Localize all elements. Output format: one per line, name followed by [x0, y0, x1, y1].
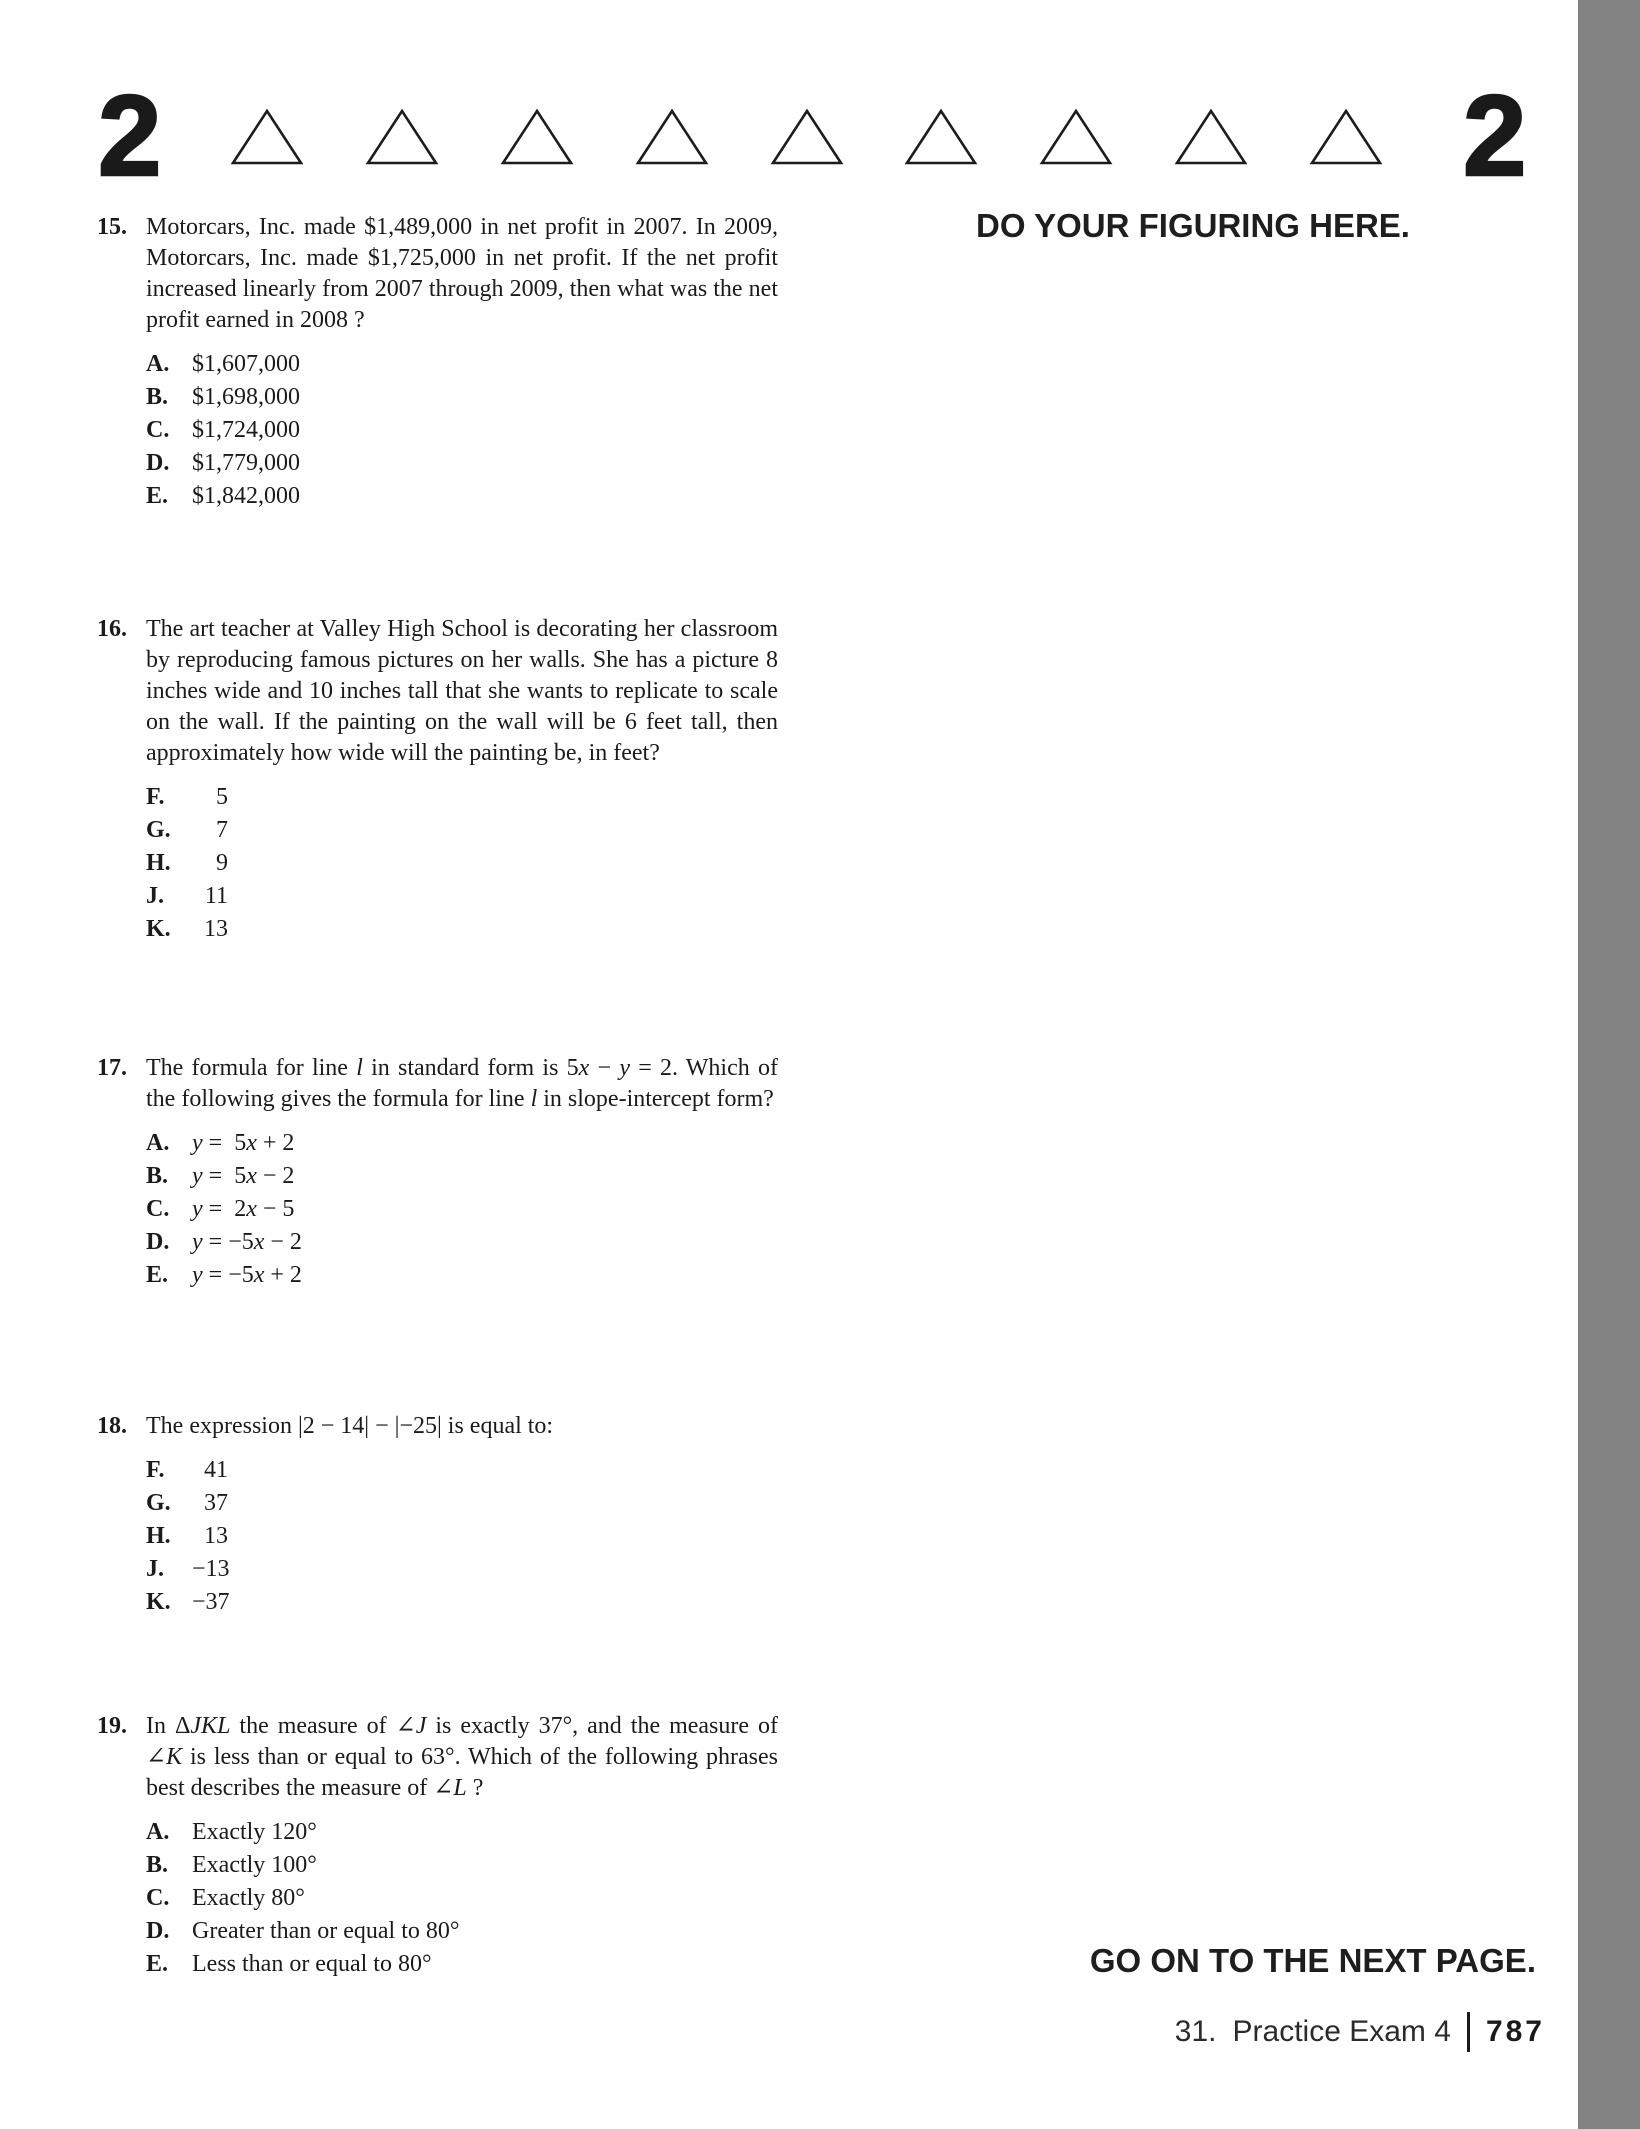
option-value: Exactly 100°	[192, 1852, 317, 1878]
option-value: 7	[216, 817, 228, 843]
answer-option	[146, 381, 778, 414]
option-value: Exactly 80°	[192, 1885, 305, 1911]
figuring-heading: DO YOUR FIGURING HERE.	[976, 207, 1410, 244]
question-body: The expression |2 − 14| − |−25| is equal to:	[146, 1413, 554, 1439]
option-letter: B.	[146, 1163, 169, 1189]
option-letter: B.	[146, 384, 169, 410]
option-value: $1,607,000	[192, 351, 300, 377]
answer-option	[146, 913, 778, 946]
option-value: 9	[216, 850, 228, 876]
option-letter: C.	[146, 417, 170, 443]
answer-option	[146, 348, 778, 381]
question	[97, 1053, 778, 1292]
answer-options	[146, 348, 778, 513]
option-value: 11	[204, 883, 228, 909]
option-value: 41	[204, 1457, 228, 1483]
option-value: 13	[204, 1523, 228, 1549]
option-value: $1,724,000	[192, 417, 300, 443]
answer-options	[146, 1127, 778, 1292]
option-letter: D.	[146, 1918, 170, 1944]
option-value: y = −5x + 2	[192, 1262, 302, 1288]
option-value: $1,779,000	[192, 450, 300, 476]
triangle-icon	[230, 108, 304, 166]
option-letter: E.	[146, 1951, 169, 1977]
option-letter: F.	[146, 784, 165, 810]
question	[97, 1711, 778, 1981]
option-letter: A.	[146, 1130, 170, 1156]
answer-option	[146, 1882, 778, 1915]
answer-option	[146, 814, 778, 847]
question-number: 18.	[97, 1413, 127, 1439]
option-letter: E.	[146, 1262, 169, 1288]
question-body: The art teacher at Valley High School is decorating her classroom by reproducing famous pictures on her walls. She has a picture 8 inches wide and 10 inches tall that she wants to replicate to scale on the wall. If the painting on the wall will be 6 feet tall, then approximately how wide will the painting be, in feet?	[146, 616, 778, 766]
answer-option	[146, 414, 778, 447]
option-letter: B.	[146, 1852, 169, 1878]
answer-option	[146, 1259, 778, 1292]
option-letter: C.	[146, 1196, 170, 1222]
answer-options	[146, 781, 778, 946]
answer-option	[146, 1226, 778, 1259]
triangle-icon	[500, 108, 574, 166]
option-value: $1,698,000	[192, 384, 300, 410]
answer-option	[146, 1553, 778, 1586]
option-letter: A.	[146, 1819, 170, 1845]
question-body: Motorcars, Inc. made $1,489,000 in net profit in 2007. In 2009, Motorcars, Inc. made $1,725,000 in net profit. If the net profit increased linearly from 2007 through 2009, then what was the net profit earned in 2008 ?	[146, 214, 778, 333]
question	[97, 212, 778, 513]
option-letter: F.	[146, 1457, 165, 1483]
triangle-row	[230, 108, 1383, 166]
answer-option	[146, 880, 778, 913]
option-value: 5	[216, 784, 228, 810]
option-letter: J.	[146, 883, 164, 909]
option-value: Greater than or equal to 80°	[192, 1918, 460, 1944]
triangle-icon	[1174, 108, 1248, 166]
section-number-left: 2	[98, 73, 162, 200]
option-letter: A.	[146, 351, 170, 377]
answer-option	[146, 1520, 778, 1553]
answer-options	[146, 1816, 778, 1981]
answer-options	[146, 1454, 778, 1619]
section-number-right: 2	[1463, 73, 1527, 200]
answer-option	[146, 1487, 778, 1520]
question-number: 19.	[97, 1713, 127, 1739]
option-letter: E.	[146, 483, 169, 509]
question-body: The formula for line l in standard form is 5x − y = 2. Which of the following gives the formula for line l in slope-intercept form?	[146, 1055, 778, 1112]
question	[97, 614, 778, 946]
question-number: 16.	[97, 616, 127, 642]
option-value: y = 5x − 2	[192, 1163, 295, 1189]
answer-option	[146, 847, 778, 880]
option-value: y = 2x − 5	[192, 1196, 295, 1222]
answer-option	[146, 1849, 778, 1882]
answer-option	[146, 1948, 778, 1981]
question-number: 17.	[97, 1055, 127, 1081]
footer-page-number: 787	[1485, 2015, 1545, 2048]
option-value: 37	[204, 1490, 228, 1516]
option-letter: D.	[146, 450, 170, 476]
option-letter: K.	[146, 1589, 171, 1615]
option-letter: C.	[146, 1885, 170, 1911]
option-letter: J.	[146, 1556, 164, 1582]
option-value: Exactly 120°	[192, 1819, 317, 1845]
answer-option	[146, 1915, 778, 1948]
option-letter: K.	[146, 916, 171, 942]
option-value: y = 5x + 2	[192, 1130, 295, 1156]
answer-option	[146, 781, 778, 814]
answer-option	[146, 480, 778, 513]
answer-option	[146, 1586, 778, 1619]
answer-option	[146, 1454, 778, 1487]
triangle-icon	[1039, 108, 1113, 166]
option-value: $1,842,000	[192, 483, 300, 509]
triangle-icon	[365, 108, 439, 166]
triangle-icon	[1309, 108, 1383, 166]
option-value: −13	[192, 1556, 230, 1582]
option-letter: D.	[146, 1229, 170, 1255]
answer-option	[146, 1816, 778, 1849]
triangle-icon	[770, 108, 844, 166]
question-body: In ΔJKL the measure of ∠J is exactly 37°, and the measure of ∠K is less than or equal to 63°. Which of the following phrases best describes the measure of ∠L ?	[146, 1713, 778, 1801]
question	[97, 1411, 778, 1619]
option-value: −37	[192, 1589, 230, 1615]
option-value: Less than or equal to 80°	[192, 1951, 432, 1977]
option-letter: G.	[146, 817, 171, 843]
footer-title: Practice Exam 4	[1232, 2015, 1451, 2048]
answer-option	[146, 1160, 778, 1193]
option-value: y = −5x − 2	[192, 1229, 302, 1255]
option-letter: H.	[146, 1523, 171, 1549]
triangle-icon	[904, 108, 978, 166]
footer-divider	[1467, 2012, 1470, 2052]
option-letter: H.	[146, 850, 171, 876]
triangle-icon	[635, 108, 709, 166]
footer-chapter: 31.	[1174, 2015, 1217, 2048]
option-letter: G.	[146, 1490, 171, 1516]
go-on-text: GO ON TO THE NEXT PAGE.	[1089, 1942, 1536, 1979]
page-edge-bar	[1578, 0, 1640, 2129]
question-number: 15.	[97, 214, 127, 240]
answer-option	[146, 1193, 778, 1226]
answer-option	[146, 447, 778, 480]
option-value: 13	[204, 916, 228, 942]
footer	[1175, 2012, 1545, 2052]
answer-option	[146, 1127, 778, 1160]
